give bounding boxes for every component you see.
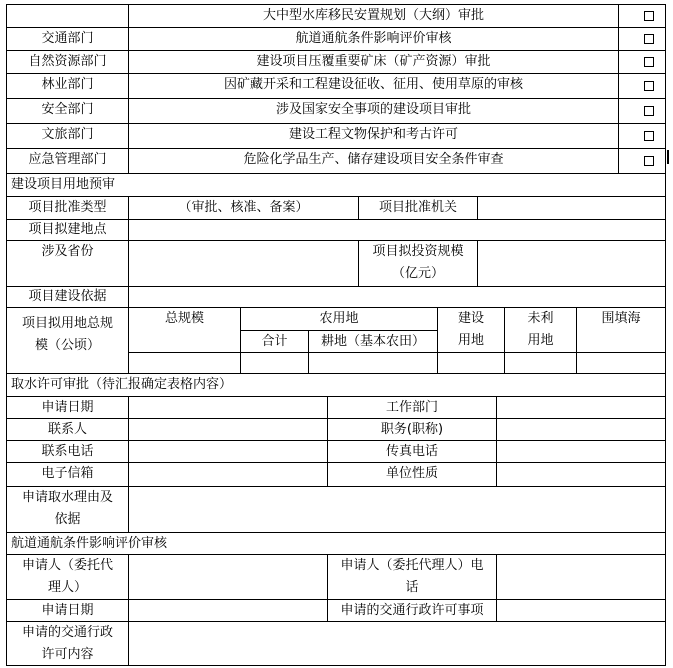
permit-item-field[interactable]: [496, 599, 666, 622]
section-title: 取水许可审批（待汇报确定表格内容）: [6, 373, 666, 397]
checkbox-cell: [618, 148, 666, 174]
position-label: 职务(职称): [327, 418, 497, 441]
apply-date-field[interactable]: [128, 599, 328, 622]
checkbox-cell: [618, 27, 666, 51]
section-title: 航道通航条件影响评价审核: [6, 532, 666, 555]
approval-item-label: 危险化学品生产、储存建设项目安全条件审查: [243, 152, 504, 167]
dept-label: 安全部门: [41, 102, 94, 117]
approval-item-label: 航道通航条件影响评价审核: [295, 31, 452, 46]
farmland-header: 农用地: [240, 307, 438, 331]
approval-item-label: 涉及国家安全事项的建设项目审批: [275, 102, 471, 117]
applicant-label: 申请人（委托代 理人）: [6, 554, 129, 600]
dept-label: 交通部门: [41, 31, 94, 46]
dept-label: 文旅部门: [41, 127, 94, 142]
approval-checkbox[interactable]: [644, 81, 654, 91]
section-title: 建设项目用地预审: [6, 173, 666, 197]
invest-label: 项目拟投资规模 （亿元）: [358, 240, 478, 287]
email-field[interactable]: [128, 462, 328, 487]
subtotal-field[interactable]: [240, 352, 309, 374]
contact-label: 联系人: [6, 418, 129, 441]
dept-label: 林业部门: [41, 77, 94, 92]
total-scale-field[interactable]: [128, 352, 241, 374]
unit-nature-field[interactable]: [496, 462, 666, 487]
dept-cell: [6, 123, 129, 149]
checkbox-cell: [618, 50, 666, 74]
approval-checkbox[interactable]: [644, 34, 654, 44]
subtotal-header: 合计: [240, 330, 309, 353]
permit-content-label: 申请的交通行政 许可内容: [6, 621, 129, 666]
reason-label: 申请取水理由及 依据: [6, 486, 129, 533]
basis-label: 项目建设依据: [6, 286, 129, 308]
work-dept-field[interactable]: [496, 396, 666, 419]
approval-item: [128, 50, 619, 74]
approval-authority-label: 项目批准机关: [358, 196, 478, 220]
phone-label: 联系电话: [6, 440, 129, 463]
checkbox-cell: [618, 4, 666, 28]
approval-checkbox[interactable]: [644, 131, 654, 141]
unit-nature-label: 单位性质: [327, 462, 497, 487]
checkbox-cell: [618, 98, 666, 124]
phone-field[interactable]: [128, 440, 328, 463]
reclaim-header: 围填海: [576, 307, 666, 353]
approval-item: [128, 27, 619, 51]
apply-date-field[interactable]: [128, 396, 328, 419]
contact-field[interactable]: [128, 418, 328, 441]
dept-cell: [6, 73, 129, 99]
invest-field[interactable]: [477, 240, 666, 287]
apply-date-label: 申请日期: [6, 396, 129, 419]
checkbox-cell: [618, 123, 666, 149]
apply-date-label: 申请日期: [6, 599, 129, 622]
approval-checkbox[interactable]: [644, 11, 654, 21]
applicant-field[interactable]: [128, 554, 328, 600]
approval-authority-field[interactable]: [477, 196, 666, 220]
construction-land-header: 建设 用地: [437, 307, 505, 353]
unused-land-header: 未利 用地: [504, 307, 577, 353]
approval-checkbox[interactable]: [644, 106, 654, 116]
cultivated-field[interactable]: [308, 352, 438, 374]
position-field[interactable]: [496, 418, 666, 441]
unused-land-field[interactable]: [504, 352, 577, 374]
site-field[interactable]: [128, 219, 666, 241]
text-cursor: [667, 150, 669, 164]
reclaim-field[interactable]: [576, 352, 666, 374]
approval-item-label: 建设工程文物保护和考古许可: [288, 127, 458, 142]
applicant-phone-field[interactable]: [496, 554, 666, 600]
approval-item: [128, 4, 619, 28]
permit-content-field[interactable]: [128, 621, 666, 666]
area-label: 项目拟用地总规 模（公顷）: [6, 307, 129, 374]
approval-item-label: 大中型水库移民安置规划（大纲）审批: [262, 8, 484, 23]
construction-land-field[interactable]: [437, 352, 505, 374]
approval-item-label: 建设项目压覆重要矿床（矿产资源）审批: [256, 54, 491, 69]
site-label: 项目拟建地点: [6, 219, 129, 241]
approval-checkbox[interactable]: [644, 156, 654, 166]
email-label: 电子信箱: [6, 462, 129, 487]
provinces-field[interactable]: [128, 240, 359, 287]
dept-cell: [6, 4, 129, 28]
approval-item-label: 因矿藏开采和工程建设征收、征用、使用草原的审核: [223, 77, 523, 92]
fax-label: 传真电话: [327, 440, 497, 463]
approval-checkbox[interactable]: [644, 57, 654, 67]
approval-item: [128, 148, 619, 174]
dept-label: 应急管理部门: [28, 152, 107, 167]
basis-field[interactable]: [128, 286, 666, 308]
approval-item: [128, 98, 619, 124]
approval-type-field[interactable]: （审批、核准、备案）: [128, 196, 359, 220]
dept-cell: [6, 148, 129, 174]
dept-cell: [6, 98, 129, 124]
permit-item-label: 申请的交通行政许可事项: [327, 599, 497, 622]
checkbox-cell: [618, 73, 666, 99]
cultivated-header: 耕地（基本农田）: [308, 330, 438, 353]
approval-item: [128, 123, 619, 149]
fax-field[interactable]: [496, 440, 666, 463]
provinces-label: 涉及省份: [6, 240, 129, 287]
total-scale-header: 总规模: [128, 307, 241, 353]
reason-field[interactable]: [128, 486, 666, 533]
approval-type-label: 项目批准类型: [6, 196, 129, 220]
approval-item: [128, 73, 619, 99]
dept-label: 自然资源部门: [28, 54, 107, 69]
work-dept-label: 工作部门: [327, 396, 497, 419]
applicant-phone-label: 申请人（委托代理人）电 话: [327, 554, 497, 600]
dept-cell: [6, 50, 129, 74]
dept-cell: [6, 27, 129, 51]
